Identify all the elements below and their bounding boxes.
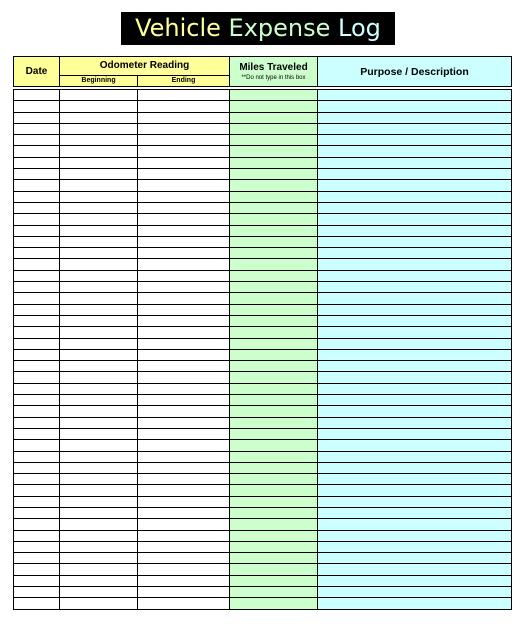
purpose-cell[interactable] [318, 315, 512, 326]
date-cell[interactable] [14, 225, 60, 236]
table-row [14, 90, 512, 101]
date-cell[interactable] [14, 474, 60, 485]
miles-cell [230, 598, 318, 609]
miles-cell [230, 372, 318, 383]
purpose-cell[interactable] [318, 530, 512, 541]
date-cell[interactable] [14, 417, 60, 428]
purpose-cell[interactable] [318, 157, 512, 168]
table-row [14, 259, 512, 270]
purpose-cell[interactable] [318, 236, 512, 247]
table-row [14, 191, 512, 202]
purpose-cell[interactable] [318, 417, 512, 428]
table-row [14, 598, 512, 609]
table-row [14, 474, 512, 485]
purpose-cell[interactable] [318, 462, 512, 473]
purpose-cell[interactable] [318, 282, 512, 293]
beginning-cell[interactable] [60, 191, 138, 202]
ending-cell[interactable] [138, 395, 230, 406]
miles-cell [230, 485, 318, 496]
date-cell[interactable] [14, 248, 60, 259]
purpose-cell[interactable] [318, 214, 512, 225]
miles-cell [230, 507, 318, 518]
beginning-cell[interactable] [60, 259, 138, 270]
miles-cell [230, 146, 318, 157]
title-word-vehicle: Vehicle [135, 14, 221, 42]
ending-cell[interactable] [138, 202, 230, 213]
date-cell[interactable] [14, 259, 60, 270]
date-cell[interactable] [14, 315, 60, 326]
ending-cell[interactable] [138, 169, 230, 180]
purpose-cell[interactable] [318, 135, 512, 146]
miles-cell [230, 519, 318, 530]
table-row [14, 214, 512, 225]
miles-header-note: **Do not type in this box [241, 74, 306, 81]
purpose-cell[interactable] [318, 349, 512, 360]
ending-header: Ending [138, 76, 230, 87]
table-row [14, 123, 512, 134]
date-cell[interactable] [14, 395, 60, 406]
miles-cell [230, 349, 318, 360]
ending-cell[interactable] [138, 135, 230, 146]
ending-cell[interactable] [138, 259, 230, 270]
beginning-cell[interactable] [60, 101, 138, 112]
table-row [14, 530, 512, 541]
date-cell[interactable] [14, 270, 60, 281]
purpose-cell[interactable] [318, 146, 512, 157]
purpose-cell[interactable] [318, 474, 512, 485]
ending-cell[interactable] [138, 553, 230, 564]
table-row [14, 428, 512, 439]
beginning-header: Beginning [60, 76, 138, 87]
table-row [14, 180, 512, 191]
purpose-cell[interactable] [318, 440, 512, 451]
beginning-cell[interactable] [60, 169, 138, 180]
miles-cell [230, 248, 318, 259]
purpose-cell[interactable] [318, 395, 512, 406]
date-cell[interactable] [14, 598, 60, 609]
purpose-cell[interactable] [318, 406, 512, 417]
ending-cell[interactable] [138, 575, 230, 586]
table-row [14, 451, 512, 462]
date-cell[interactable] [14, 191, 60, 202]
ending-cell[interactable] [138, 157, 230, 168]
miles-cell [230, 553, 318, 564]
miles-cell [230, 90, 318, 101]
miles-cell [230, 180, 318, 191]
ending-cell[interactable] [138, 541, 230, 552]
purpose-cell[interactable] [318, 383, 512, 394]
table-row [14, 270, 512, 281]
purpose-cell[interactable] [318, 485, 512, 496]
beginning-cell[interactable] [60, 202, 138, 213]
date-cell[interactable] [14, 282, 60, 293]
ending-cell[interactable] [138, 496, 230, 507]
date-cell[interactable] [14, 496, 60, 507]
ending-cell[interactable] [138, 236, 230, 247]
miles-cell [230, 541, 318, 552]
miles-cell [230, 451, 318, 462]
date-cell[interactable] [14, 157, 60, 168]
purpose-cell[interactable] [318, 507, 512, 518]
ending-cell[interactable] [138, 507, 230, 518]
miles-cell [230, 530, 318, 541]
table-row [14, 112, 512, 123]
date-header: Date [14, 57, 60, 87]
miles-cell [230, 236, 318, 247]
miles-cell [230, 395, 318, 406]
purpose-cell[interactable] [318, 270, 512, 281]
date-cell[interactable] [14, 541, 60, 552]
table-row [14, 225, 512, 236]
miles-cell [230, 304, 318, 315]
miles-cell [230, 225, 318, 236]
ending-cell[interactable] [138, 180, 230, 191]
table-row [14, 519, 512, 530]
document-title [121, 12, 395, 45]
ending-cell[interactable] [138, 327, 230, 338]
beginning-cell[interactable] [60, 406, 138, 417]
table-row [14, 146, 512, 157]
miles-cell [230, 101, 318, 112]
beginning-cell[interactable] [60, 180, 138, 191]
table-row [14, 248, 512, 259]
date-cell[interactable] [14, 304, 60, 315]
ending-cell[interactable] [138, 248, 230, 259]
ending-cell[interactable] [138, 474, 230, 485]
table-row [14, 507, 512, 518]
ending-cell[interactable] [138, 485, 230, 496]
ending-cell[interactable] [138, 270, 230, 281]
date-cell[interactable] [14, 564, 60, 575]
miles-cell [230, 315, 318, 326]
beginning-cell[interactable] [60, 214, 138, 225]
miles-cell [230, 496, 318, 507]
purpose-cell[interactable] [318, 123, 512, 134]
miles-cell [230, 135, 318, 146]
beginning-cell[interactable] [60, 496, 138, 507]
beginning-cell[interactable] [60, 349, 138, 360]
ending-cell[interactable] [138, 406, 230, 417]
purpose-cell[interactable] [318, 191, 512, 202]
table-row [14, 575, 512, 586]
ending-cell[interactable] [138, 417, 230, 428]
beginning-cell[interactable] [60, 564, 138, 575]
ending-cell[interactable] [138, 225, 230, 236]
purpose-cell[interactable] [318, 90, 512, 101]
beginning-cell[interactable] [60, 282, 138, 293]
miles-cell [230, 123, 318, 134]
date-cell[interactable] [14, 112, 60, 123]
table-row [14, 202, 512, 213]
ending-cell[interactable] [138, 383, 230, 394]
miles-cell [230, 428, 318, 439]
title-word-expense: Expense [228, 14, 331, 42]
beginning-cell[interactable] [60, 146, 138, 157]
beginning-cell[interactable] [60, 462, 138, 473]
purpose-cell[interactable] [318, 169, 512, 180]
purpose-cell[interactable] [318, 564, 512, 575]
purpose-cell[interactable] [318, 327, 512, 338]
date-cell[interactable] [14, 180, 60, 191]
date-cell[interactable] [14, 101, 60, 112]
ending-cell[interactable] [138, 440, 230, 451]
miles-cell [230, 202, 318, 213]
date-cell[interactable] [14, 214, 60, 225]
miles-cell [230, 338, 318, 349]
miles-cell [230, 157, 318, 168]
table-row [14, 349, 512, 360]
ending-cell[interactable] [138, 462, 230, 473]
table-row [14, 383, 512, 394]
miles-cell [230, 462, 318, 473]
purpose-cell[interactable] [318, 202, 512, 213]
beginning-cell[interactable] [60, 135, 138, 146]
table-row [14, 304, 512, 315]
purpose-cell[interactable] [318, 451, 512, 462]
purpose-header: Purpose / Description [318, 57, 512, 87]
table-row [14, 417, 512, 428]
expense-log-table [13, 56, 512, 610]
ending-cell[interactable] [138, 90, 230, 101]
table-row [14, 293, 512, 304]
purpose-cell[interactable] [318, 372, 512, 383]
date-cell[interactable] [14, 519, 60, 530]
table-row [14, 236, 512, 247]
date-cell[interactable] [14, 123, 60, 134]
beginning-cell[interactable] [60, 383, 138, 394]
beginning-cell[interactable] [60, 90, 138, 101]
purpose-cell[interactable] [318, 428, 512, 439]
miles-cell [230, 259, 318, 270]
date-cell[interactable] [14, 338, 60, 349]
miles-header-label: Miles Traveled [239, 61, 308, 73]
ending-cell[interactable] [138, 191, 230, 202]
purpose-cell[interactable] [318, 496, 512, 507]
date-cell[interactable] [14, 485, 60, 496]
date-cell[interactable] [14, 428, 60, 439]
ending-cell[interactable] [138, 361, 230, 372]
beginning-cell[interactable] [60, 225, 138, 236]
date-cell[interactable] [14, 462, 60, 473]
purpose-cell[interactable] [318, 112, 512, 123]
beginning-cell[interactable] [60, 112, 138, 123]
ending-cell[interactable] [138, 519, 230, 530]
table-row [14, 440, 512, 451]
ending-cell[interactable] [138, 338, 230, 349]
ending-cell[interactable] [138, 282, 230, 293]
beginning-cell[interactable] [60, 372, 138, 383]
ending-cell[interactable] [138, 315, 230, 326]
date-cell[interactable] [14, 361, 60, 372]
date-cell[interactable] [14, 507, 60, 518]
beginning-cell[interactable] [60, 327, 138, 338]
table-row [14, 406, 512, 417]
table-row [14, 327, 512, 338]
beginning-cell[interactable] [60, 315, 138, 326]
date-cell[interactable] [14, 372, 60, 383]
beginning-cell[interactable] [60, 236, 138, 247]
beginning-cell[interactable] [60, 587, 138, 598]
table-row [14, 101, 512, 112]
miles-cell [230, 293, 318, 304]
beginning-cell[interactable] [60, 575, 138, 586]
table-row [14, 315, 512, 326]
ending-cell[interactable] [138, 587, 230, 598]
purpose-cell[interactable] [318, 553, 512, 564]
beginning-cell[interactable] [60, 541, 138, 552]
table-row [14, 541, 512, 552]
purpose-cell[interactable] [318, 361, 512, 372]
beginning-cell[interactable] [60, 507, 138, 518]
date-cell[interactable] [14, 575, 60, 586]
date-cell[interactable] [14, 135, 60, 146]
beginning-cell[interactable] [60, 428, 138, 439]
purpose-cell[interactable] [318, 304, 512, 315]
purpose-cell[interactable] [318, 598, 512, 609]
purpose-cell[interactable] [318, 519, 512, 530]
beginning-cell[interactable] [60, 157, 138, 168]
table-row [14, 361, 512, 372]
date-cell[interactable] [14, 236, 60, 247]
date-cell[interactable] [14, 530, 60, 541]
beginning-cell[interactable] [60, 338, 138, 349]
date-cell[interactable] [14, 451, 60, 462]
miles-cell [230, 112, 318, 123]
miles-cell [230, 214, 318, 225]
beginning-cell[interactable] [60, 395, 138, 406]
ending-cell[interactable] [138, 428, 230, 439]
miles-cell [230, 440, 318, 451]
beginning-cell[interactable] [60, 293, 138, 304]
date-cell[interactable] [14, 440, 60, 451]
miles-cell [230, 270, 318, 281]
title-word-log: Log [338, 14, 381, 42]
beginning-cell[interactable] [60, 361, 138, 372]
date-cell[interactable] [14, 327, 60, 338]
ending-cell[interactable] [138, 349, 230, 360]
table-row [14, 338, 512, 349]
date-cell[interactable] [14, 406, 60, 417]
miles-cell [230, 327, 318, 338]
miles-cell [230, 587, 318, 598]
purpose-cell[interactable] [318, 587, 512, 598]
miles-cell [230, 564, 318, 575]
beginning-cell[interactable] [60, 530, 138, 541]
beginning-cell[interactable] [60, 248, 138, 259]
date-cell[interactable] [14, 90, 60, 101]
ending-cell[interactable] [138, 101, 230, 112]
miles-cell [230, 474, 318, 485]
beginning-cell[interactable] [60, 519, 138, 530]
table-row [14, 395, 512, 406]
beginning-cell[interactable] [60, 474, 138, 485]
table-row [14, 169, 512, 180]
table-row [14, 553, 512, 564]
purpose-cell[interactable] [318, 541, 512, 552]
table-row [14, 485, 512, 496]
table-row [14, 496, 512, 507]
log-body [14, 87, 512, 610]
ending-cell[interactable] [138, 530, 230, 541]
date-cell[interactable] [14, 169, 60, 180]
miles-cell [230, 282, 318, 293]
ending-cell[interactable] [138, 451, 230, 462]
table-row [14, 564, 512, 575]
date-cell[interactable] [14, 293, 60, 304]
table-row [14, 157, 512, 168]
miles-cell [230, 406, 318, 417]
date-cell[interactable] [14, 349, 60, 360]
ending-cell[interactable] [138, 214, 230, 225]
ending-cell[interactable] [138, 372, 230, 383]
purpose-cell[interactable] [318, 248, 512, 259]
beginning-cell[interactable] [60, 440, 138, 451]
table-row [14, 587, 512, 598]
purpose-cell[interactable] [318, 225, 512, 236]
ending-cell[interactable] [138, 123, 230, 134]
beginning-cell[interactable] [60, 417, 138, 428]
miles-cell [230, 575, 318, 586]
ending-cell[interactable] [138, 293, 230, 304]
table-row [14, 372, 512, 383]
date-cell[interactable] [14, 202, 60, 213]
miles-cell [230, 361, 318, 372]
date-cell[interactable] [14, 587, 60, 598]
ending-cell[interactable] [138, 304, 230, 315]
ending-cell[interactable] [138, 564, 230, 575]
purpose-cell[interactable] [318, 101, 512, 112]
date-cell[interactable] [14, 146, 60, 157]
miles-cell [230, 169, 318, 180]
table-row [14, 282, 512, 293]
miles-header [230, 57, 318, 87]
miles-cell [230, 383, 318, 394]
date-cell[interactable] [14, 553, 60, 564]
beginning-cell[interactable] [60, 451, 138, 462]
miles-cell [230, 191, 318, 202]
table-row [14, 135, 512, 146]
ending-cell[interactable] [138, 146, 230, 157]
purpose-cell[interactable] [318, 293, 512, 304]
ending-cell[interactable] [138, 598, 230, 609]
beginning-cell[interactable] [60, 485, 138, 496]
ending-cell[interactable] [138, 112, 230, 123]
date-cell[interactable] [14, 383, 60, 394]
beginning-cell[interactable] [60, 123, 138, 134]
beginning-cell[interactable] [60, 304, 138, 315]
purpose-cell[interactable] [318, 338, 512, 349]
purpose-cell[interactable] [318, 180, 512, 191]
beginning-cell[interactable] [60, 598, 138, 609]
beginning-cell[interactable] [60, 270, 138, 281]
purpose-cell[interactable] [318, 259, 512, 270]
beginning-cell[interactable] [60, 553, 138, 564]
miles-cell [230, 417, 318, 428]
odometer-header: Odometer Reading [60, 57, 230, 76]
purpose-cell[interactable] [318, 575, 512, 586]
table-row [14, 462, 512, 473]
